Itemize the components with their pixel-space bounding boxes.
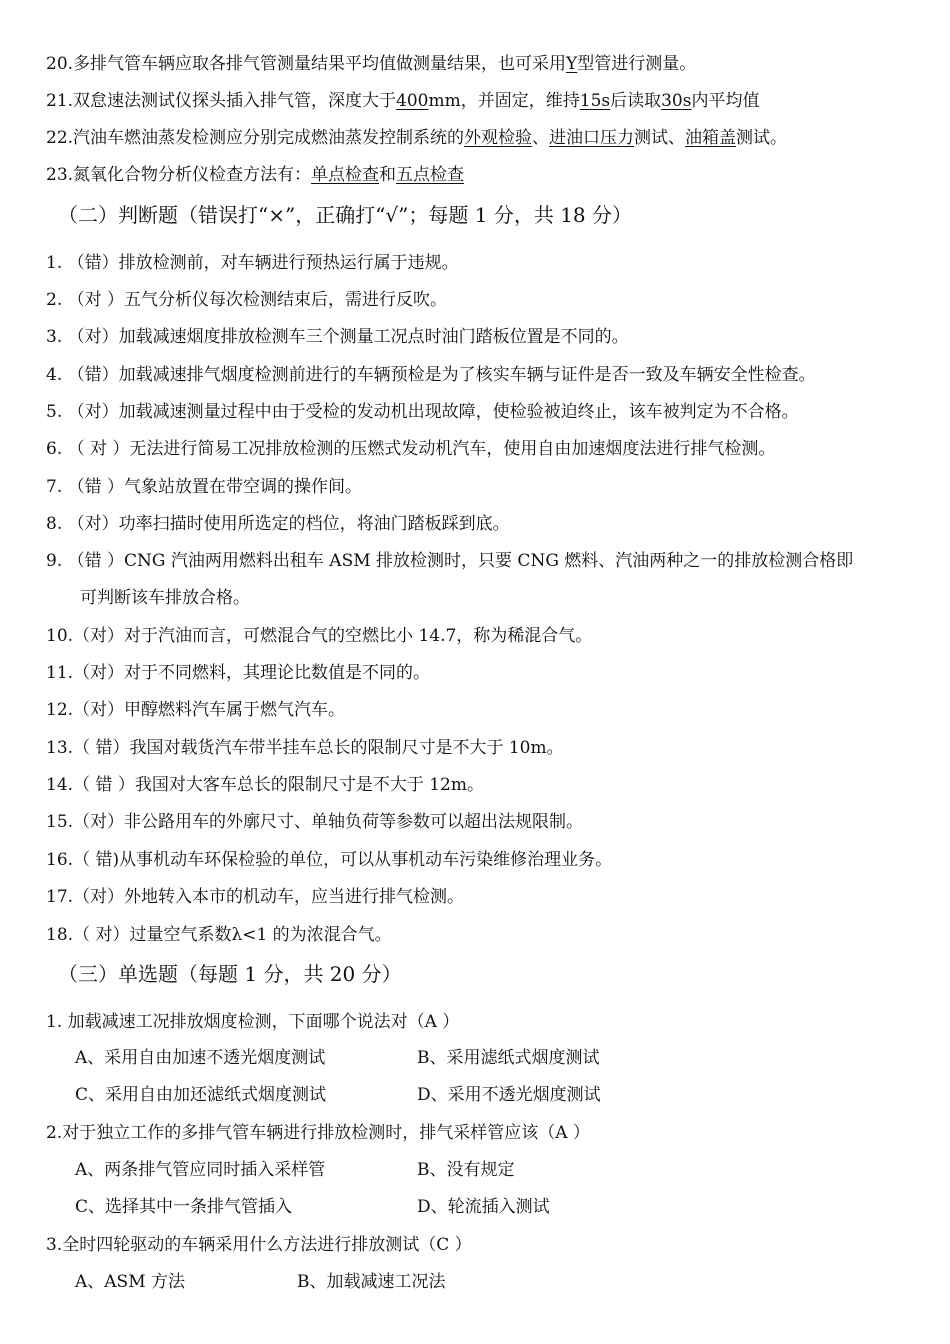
judgment-item-10: 10.（对）对于汽油而言，可燃混合气的空燃比小 14.7，称为稀混合气。 [46, 626, 593, 646]
answer-blank: 外观检验 [464, 128, 533, 148]
text-segment: 23.氮氧化合物分析仪检查方法有： [46, 165, 312, 185]
choice-question-3-options-row-1 [75, 1271, 446, 1293]
option-b: B、没有规定 [417, 1160, 515, 1180]
fill-in-item-22 [46, 127, 787, 149]
fill-in-item-23 [46, 164, 464, 186]
judgment-item-17: 17.（对）外地转入本市的机动车，应当进行排气检测。 [46, 887, 465, 907]
judgment-item-7: 7. （错 ）气象站放置在带空调的操作间。 [46, 477, 363, 497]
text-segment: 、 [532, 128, 550, 148]
option-d: D、采用不透光烟度测试 [417, 1085, 601, 1105]
option-a: A、采用自由加速不透光烟度测试 [75, 1048, 326, 1068]
section-heading-single-choice: （三）单选题（每题 1 分，共 20 分） [58, 962, 402, 986]
judgment-item-4: 4. （错）加载减速排气烟度检测前进行的车辆预检是为了核实车辆与证件是否一致及车辆安全性检查。 [46, 365, 816, 385]
judgment-item-1: 1. （错）排放检测前，对车辆进行预热运行属于违规。 [46, 253, 459, 273]
answer-blank: 30s [661, 91, 692, 111]
option-c: C、采用自由加还滤纸式烟度测试 [75, 1085, 327, 1105]
judgment-item-11: 11.（对）对于不同燃料，其理论比数值是不同的。 [46, 663, 431, 683]
judgment-item-14: 14.（ 错 ）我国对大客车总长的限制尺寸是不大于 12m。 [46, 775, 484, 795]
answer-blank: Y [566, 54, 578, 74]
fill-in-item-21 [46, 90, 759, 112]
option-d: D、轮流插入测试 [417, 1197, 550, 1217]
choice-question-1-options-row-1 [75, 1047, 600, 1069]
judgment-item-15: 15.（对）非公路用车的外廓尺寸、单轴负荷等参数可以超出法规限制。 [46, 812, 584, 832]
judgment-item-9: 9. （错 ）CNG 汽油两用燃料出租车 ASM 排放检测时，只要 CNG 燃料、汽油两种之一的排放检测合格即 [46, 551, 854, 571]
choice-question-2-options-row-1 [75, 1159, 515, 1181]
judgment-item-6: 6. （ 对 ）无法进行简易工况排放检测的压燃式发动机汽车，使用自由加速烟度法进行排气检测。 [46, 439, 776, 459]
text-segment: 内平均值 [691, 91, 760, 111]
choice-question-3-stem: 3.全时四轮驱动的车辆采用什么方法进行排放测试（C ） [46, 1235, 472, 1255]
choice-question-2-stem: 2.对于独立工作的多排气管车辆进行排放检测时，排气采样管应该（A ） [46, 1123, 590, 1143]
text-segment: 测试、 [634, 128, 686, 148]
option-b: B、加载减速工况法 [297, 1272, 446, 1292]
text-segment: 21.双怠速法测试仪探头插入排气管，深度大于 [46, 91, 397, 111]
text-segment: 和 [379, 165, 397, 185]
text-segment: 型管进行测量。 [577, 54, 697, 74]
answer-blank: 进油口压力 [549, 128, 635, 148]
answer-blank: 单点检查 [311, 165, 380, 185]
answer-blank: 15s [579, 91, 611, 111]
judgment-item-3: 3. （对）加载减速烟度排放检测车三个测量工况点时油门踏板位置是不同的。 [46, 327, 629, 347]
option-a: A、两条排气管应同时插入采样管 [75, 1160, 326, 1180]
answer-blank: 400 [396, 91, 429, 111]
judgment-item-2: 2. （对 ）五气分析仪每次检测结束后，需进行反吹。 [46, 290, 448, 310]
text-segment: 22.汽油车燃油蒸发检测应分别完成燃油蒸发控制系统的 [46, 128, 465, 148]
text-segment: 测试。 [736, 128, 788, 148]
choice-question-2-options-row-2 [75, 1196, 550, 1218]
text-segment: 后读取 [610, 91, 662, 111]
judgment-item-13: 13.（ 错）我国对载货汽车带半挂车总长的限制尺寸是不大于 10m。 [46, 738, 564, 758]
judgment-item-16: 16.（ 错)从事机动车环保检验的单位，可以从事机动车污染维修治理业务。 [46, 850, 613, 870]
judgment-item-8: 8. （对）功率扫描时使用所选定的档位，将油门踏板踩到底。 [46, 514, 510, 534]
choice-question-1-options-row-2 [75, 1084, 601, 1106]
option-b: B、采用滤纸式烟度测试 [417, 1048, 600, 1068]
answer-blank: 油箱盖 [685, 128, 737, 148]
option-a: A、ASM 方法 [75, 1272, 186, 1292]
choice-question-1-stem: 1. 加载减速工况排放烟度检测，下面哪个说法对（A ） [46, 1012, 460, 1032]
option-c: C、选择其中一条排气管插入 [75, 1197, 293, 1217]
judgment-item-9-continuation: 可判断该车排放合格。 [80, 588, 250, 608]
section-heading-true-false: （二）判断题（错误打“×”，正确打“√”；每题 1 分，共 18 分） [58, 203, 633, 227]
fill-in-item-20 [46, 53, 696, 75]
answer-blank: 五点检查 [396, 165, 465, 185]
judgment-item-5: 5. （对）加载减速测量过程中由于受检的发动机出现故障，使检验被迫终止，该车被判定为不合格。 [46, 402, 799, 422]
text-segment: mm，并固定，维持 [428, 91, 580, 111]
judgment-item-18: 18.（ 对）过量空气系数λ<1 的为浓混合气。 [46, 925, 392, 945]
judgment-item-12: 12.（对）甲醇燃料汽车属于燃气汽车。 [46, 700, 346, 720]
text-segment: 20.多排气管车辆应取各排气管测量结果平均值做测量结果，也可采用 [46, 54, 567, 74]
